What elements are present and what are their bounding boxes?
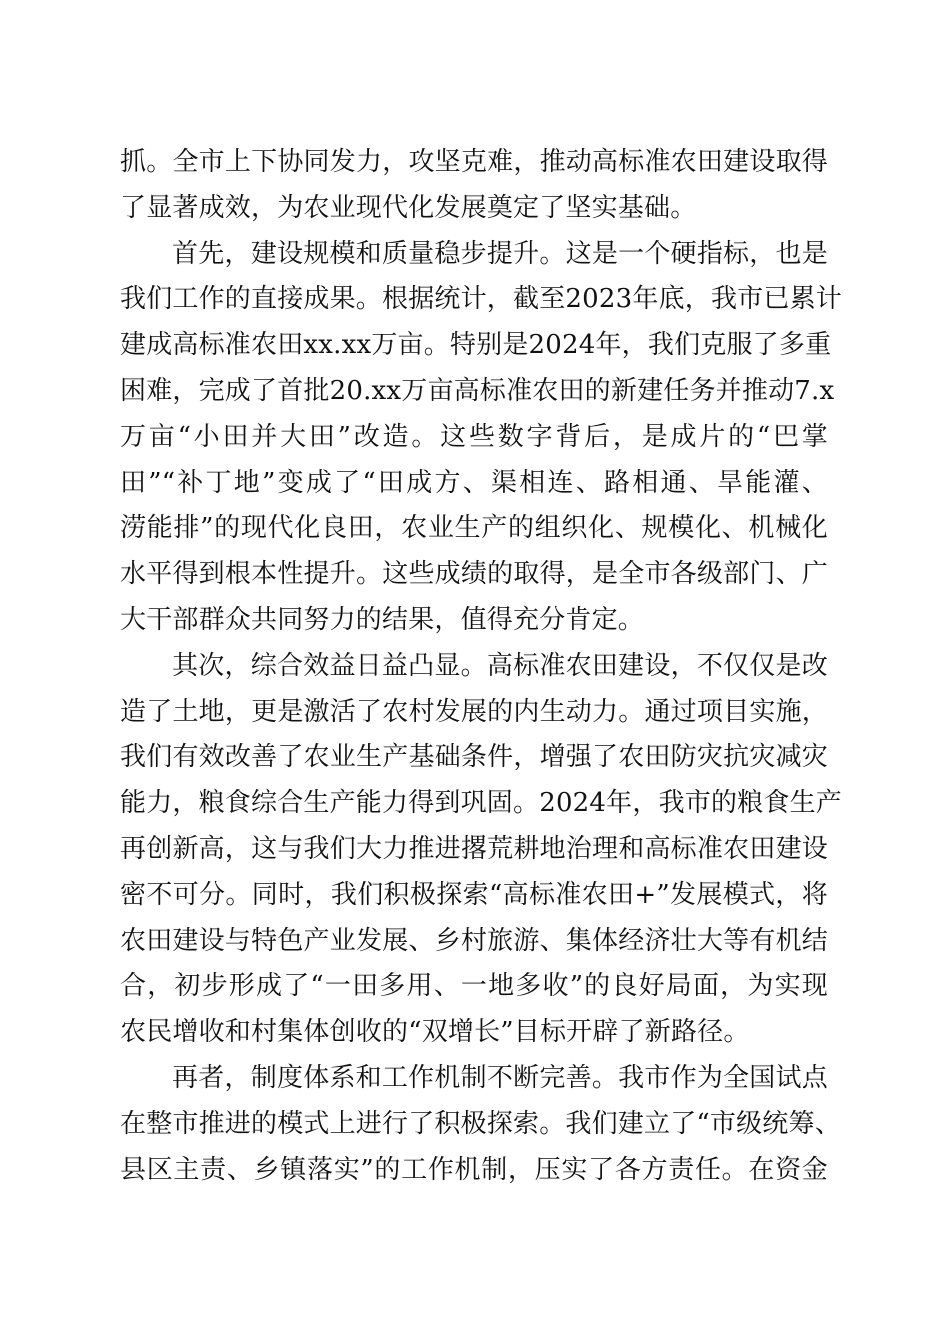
text-line: 再者，制度体系和工作机制不断完善。我市作为全国试点 — [172, 1062, 828, 1093]
text-line: 农民增收和村集体创收的“双增长”目标开辟了新路径。 — [120, 1017, 750, 1048]
text-line: 我们有效改善了农业生产基础条件，增强了农田防灾抗灾减灾 — [120, 742, 828, 773]
text-line: 合，初步形成了“一田多用、一地多收”的良好局面，为实现 — [120, 971, 828, 1002]
text-line: 万亩“小田并大田”改造。这些数字背后，是成片的“巴掌 — [120, 421, 828, 452]
text-line: 密不可分。同时，我们积极探索“高标准农田+”发展模式，将 — [120, 879, 828, 910]
text-line: 农田建设与特色产业发展、乡村旅游、集体经济壮大等有机结 — [120, 925, 828, 956]
text-line: 在整市推进的模式上进行了积极探索。我们建立了“市级统筹、 — [120, 1108, 841, 1139]
text-line: 建成高标准农田xx.xx万亩。特别是2024年，我们克服了多重 — [120, 330, 832, 361]
text-line: 能力，粮食综合生产能力得到巩固。2024年，我市的粮食生产 — [120, 788, 842, 819]
text-line: 首先，建设规模和质量稳步提升。这是一个硬指标，也是 — [172, 238, 828, 269]
text-line: 我们工作的直接成果。根据统计，截至2023年底，我市已累计 — [120, 284, 842, 315]
text-line: 困难，完成了首批20.xx万亩高标准农田的新建任务并推动7.x — [120, 375, 835, 406]
text-line: 水平得到根本性提升。这些成绩的取得，是全市各级部门、广 — [120, 559, 828, 590]
text-line: 田”“补丁地”变成了“田成方、渠相连、路相通、旱能灌、 — [120, 467, 828, 498]
text-line: 抓。全市上下协同发力，攻坚克难，推动高标准农田建设取得 — [120, 147, 828, 177]
text-line: 造了土地，更是激活了农村发展的内生动力。通过项目实施， — [120, 696, 828, 727]
text-line: 大干部群众共同努力的结果，值得充分肯定。 — [120, 604, 645, 635]
text-line: 了显著成效，为农业现代化发展奠定了坚实基础。 — [120, 192, 697, 223]
text-line: 再创新高，这与我们大力推进撂荒耕地治理和高标准农田建设 — [120, 833, 828, 864]
text-line: 其次，综合效益日益凸显。高标准农田建设，不仅仅是改 — [172, 650, 828, 681]
text-line: 涝能排”的现代化良田，农业生产的组织化、规模化、机械化 — [120, 513, 828, 544]
text-line: 县区主责、乡镇落实”的工作机制，压实了各方责任。在资金 — [120, 1154, 828, 1185]
document-body-text — [120, 140, 842, 1193]
